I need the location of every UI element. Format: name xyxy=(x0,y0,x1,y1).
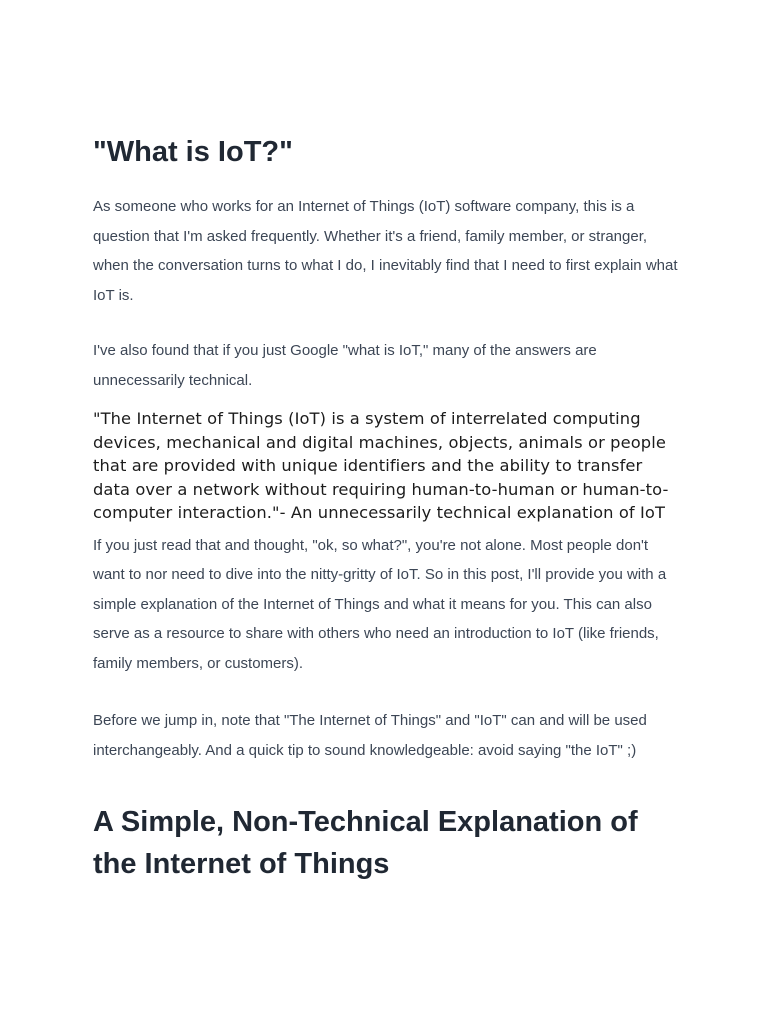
technical-definition-quote: "The Internet of Things (IoT) is a system of interrelated computing devices, mechanical and digital machines, objects, animals or people that are provided with unique identifiers and the ability to transfer data over a network without requiring human-to-human or human-to-computer interaction."- An unnecessarily technical explanation of IoT xyxy=(93,409,669,523)
google-answers-paragraph: I've also found that if you just Google "what is IoT," many of the answers are unnecessarily technical. xyxy=(93,342,597,389)
so-what-paragraph: If you just read that and thought, "ok, so what?", you're not alone. Most people don't want to nor need to dive into the nitty-gritty of IoT. So in this post, I'll provide you with a simple explanation of the Internet of Things and what it means for you. This can also serve as a resource to share with others who need an introduction to IoT (like friends, family members, or customers). xyxy=(93,536,667,672)
section-heading: A Simple, Non-Technical Explanation of the Internet of Things xyxy=(93,806,638,881)
page-title: "What is IoT?" xyxy=(93,136,293,168)
terminology-note-paragraph: Before we jump in, note that "The Internet of Things" and "IoT" can and will be used interchangeably. And a quick tip to sound knowledgeable: avoid saying "the IoT" ;) xyxy=(93,712,647,759)
intro-paragraph: As someone who works for an Internet of Things (IoT) software company, this is a question that I'm asked frequently. Whether it's a friend, family member, or stranger, when the conversation turns to what I do, I inevitably find that I need to first explain what IoT is. xyxy=(93,198,678,304)
document-page xyxy=(93,134,683,885)
